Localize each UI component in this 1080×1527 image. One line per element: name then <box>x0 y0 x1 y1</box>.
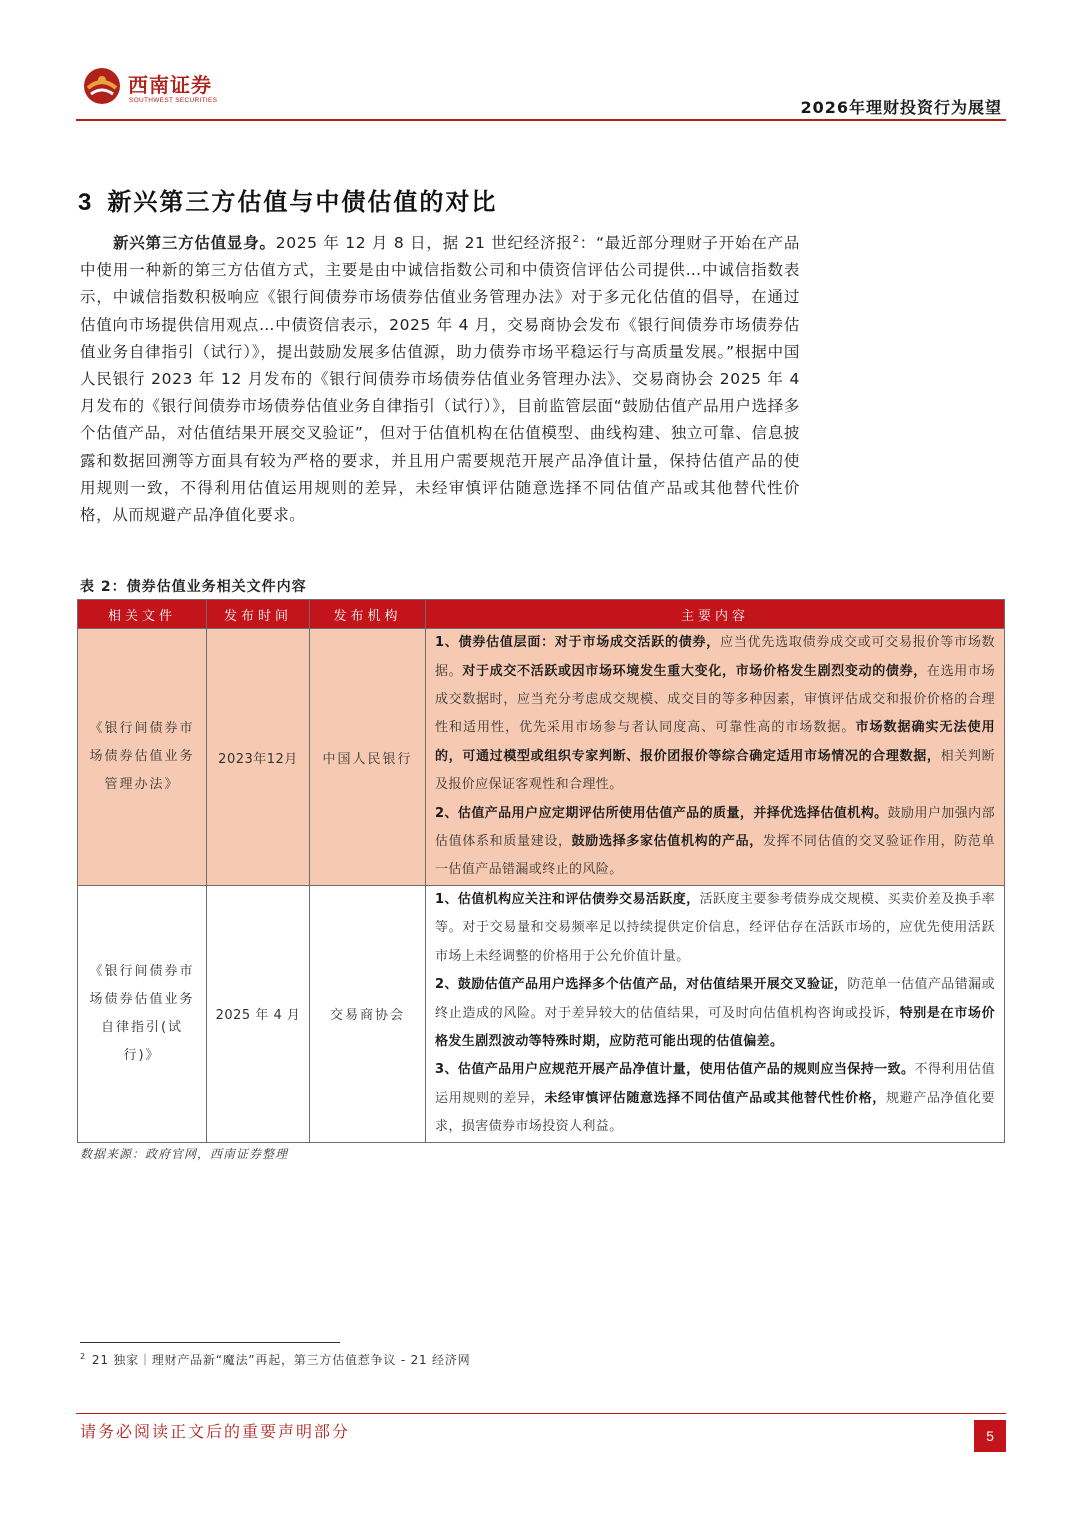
footnote-divider <box>80 1342 340 1343</box>
column-header: 相关文件 <box>78 600 207 629</box>
release-date-cell: 2023年12月 <box>207 629 310 886</box>
section-title: 新兴第三方估值与中债估值的对比 <box>107 188 498 216</box>
footnote-text[interactable]: 21 独家｜理财产品新“魔法”再起，第三方估值惹争议 - 21 经济网 <box>91 1353 471 1367</box>
column-header: 发布时间 <box>207 600 310 629</box>
content-item: 2、鼓励估值产品用户选择多个估值产品，对估值结果开展交叉验证，防范单一估值产品错漏或终止造成的风险。对于差异较大的估值结果，可及时向估值机构咨询或投诉，特别是在市场价格发生剧烈波动等特殊时期，应防范可能出现的估值偏差。 <box>435 977 995 1050</box>
southwest-securities-logo-icon <box>82 66 122 106</box>
page-number: 5 <box>974 1420 1006 1452</box>
footnote-marker: 2 <box>80 1352 86 1361</box>
table-row <box>78 886 1005 1143</box>
report-title: 2026年理财投资行为展望 <box>800 98 1002 117</box>
section-heading <box>78 182 497 217</box>
table-source: 数据来源：政府官网，西南证券整理 <box>80 1147 289 1161</box>
content-cell <box>426 886 1005 1143</box>
content-item: 3、估值产品用户应规范开展产品净值计量，使用估值产品的规则应当保持一致。不得利用估值运用规则的差异，未经审慎评估随意选择不同估值产品或其他替代性价格，规避产品净值化要求，损害债券市场投资人利益。 <box>435 1062 996 1135</box>
issuer-cell: 交易商协会 <box>310 886 426 1143</box>
brand-name-en: SOUTHWEST SECURITIES <box>129 97 218 104</box>
table-caption: 表 2：债券估值业务相关文件内容 <box>80 579 307 595</box>
brand-name-cn: 西南证券 <box>128 73 212 97</box>
documents-table <box>77 599 1005 1143</box>
body-paragraph <box>80 230 800 529</box>
column-header: 发布机构 <box>310 600 426 629</box>
content-item: 2、估值产品用户应定期评估所使用估值产品的质量，并择优选择估值机构。鼓励用户加强内部估值体系和质量建设，鼓励选择多家估值机构的产品，发挥不同估值的交叉验证作用，防范单一估值产品错漏或终止的风险。 <box>435 805 995 878</box>
column-header: 主要内容 <box>426 600 1005 629</box>
content-item: 1、债券估值层面：对于市场成交活跃的债券，应当优先选取债券成交或可交易报价等市场数据。对于成交不活跃或因市场环境发生重大变化，市场价格发生剧烈变动的债券，在选用市场成交数据时，应当充分考虑成交规模、成交目的等多种因素，审慎评估成交和报价价格的合理性和适用性，优先采用市场参与者认同度高、可靠性高的市场数据。市场数据确实无法使用的，可通过模型或组织专家判断、报价团报价等综合确定适用市场情况的合理数据，相关判断及报价应保证客观性和合理性。 <box>435 635 995 793</box>
paragraph-text-a: 2025 年 12 月 8 日，据 21 世纪经济报 <box>275 234 573 252</box>
section-number: 3 <box>78 189 94 216</box>
content-item: 1、估值机构应关注和评估债券交易活跃度，活跃度主要参考债券成交规模、买卖价差及换手率等。对于交易量和交易频率足以持续提供定价信息，经评估存在活跃市场的，应优先使用活跃市场上未经调整的价格用于公允价值计量。 <box>435 892 995 964</box>
issuer-cell: 中国人民银行 <box>310 629 426 886</box>
footer-divider <box>76 1413 1006 1414</box>
footnote <box>80 1351 470 1368</box>
disclaimer-text: 请务必阅读正文后的重要声明部分 <box>80 1422 351 1441</box>
header-divider <box>76 119 1006 121</box>
table-header-row <box>78 600 1005 629</box>
footnote-ref[interactable]: 2 <box>572 233 580 245</box>
brand-logo <box>82 66 232 110</box>
table-row <box>78 629 1005 886</box>
paragraph-text-b: ：“最近部分理财子开始在产品中使用一种新的第三方估值方式，主要是由中诚信指数公司和中债资信评估公司提供…中诚信指数表示，中诚信指数积极响应《银行间债券市场债券估值业务管理办法》对于多元化估值的倡导，在通过估值向市场提供信用观点…中债资信表示，2025 年 4 月，交易商协会发布《银行间债券市场债券估值业务自律指引（试行）》，提出鼓励发展多估值源，助力债券市场平稳运行与高质量发展。”根据中国人民银行 2023 年 12 月发布的《银行间债券市场债券估值业务管理办法》、交易商协会 2025 年 4 月发布的《银行间债券市场债券估值业务自律指引（试行）》，目前监管层面“鼓励估值产品用户选择多个估值产品，对估值结果开展交叉验证”，但对于估值机构在估值模型、曲线构建、独立可靠、信息披露和数据回溯等方面具有较为严格的要求，并且用户需要规范开展产品净值计量，保持估值产品的使用规则一致，不得利用估值运用规则的差异，未经审慎评估随意选择不同估值产品或其他替代性价格，从而规避产品净值化要求。 <box>80 234 800 525</box>
document-name-cell: 《银行间债券市场债券估值业务管理办法》 <box>78 629 207 886</box>
paragraph-lead: 新兴第三方估值显身。 <box>113 234 276 252</box>
content-cell <box>426 629 1005 886</box>
release-date-cell: 2025 年 4 月 <box>207 886 310 1143</box>
document-name-cell: 《银行间债券市场债券估值业务自律指引(试行)》 <box>78 886 207 1143</box>
